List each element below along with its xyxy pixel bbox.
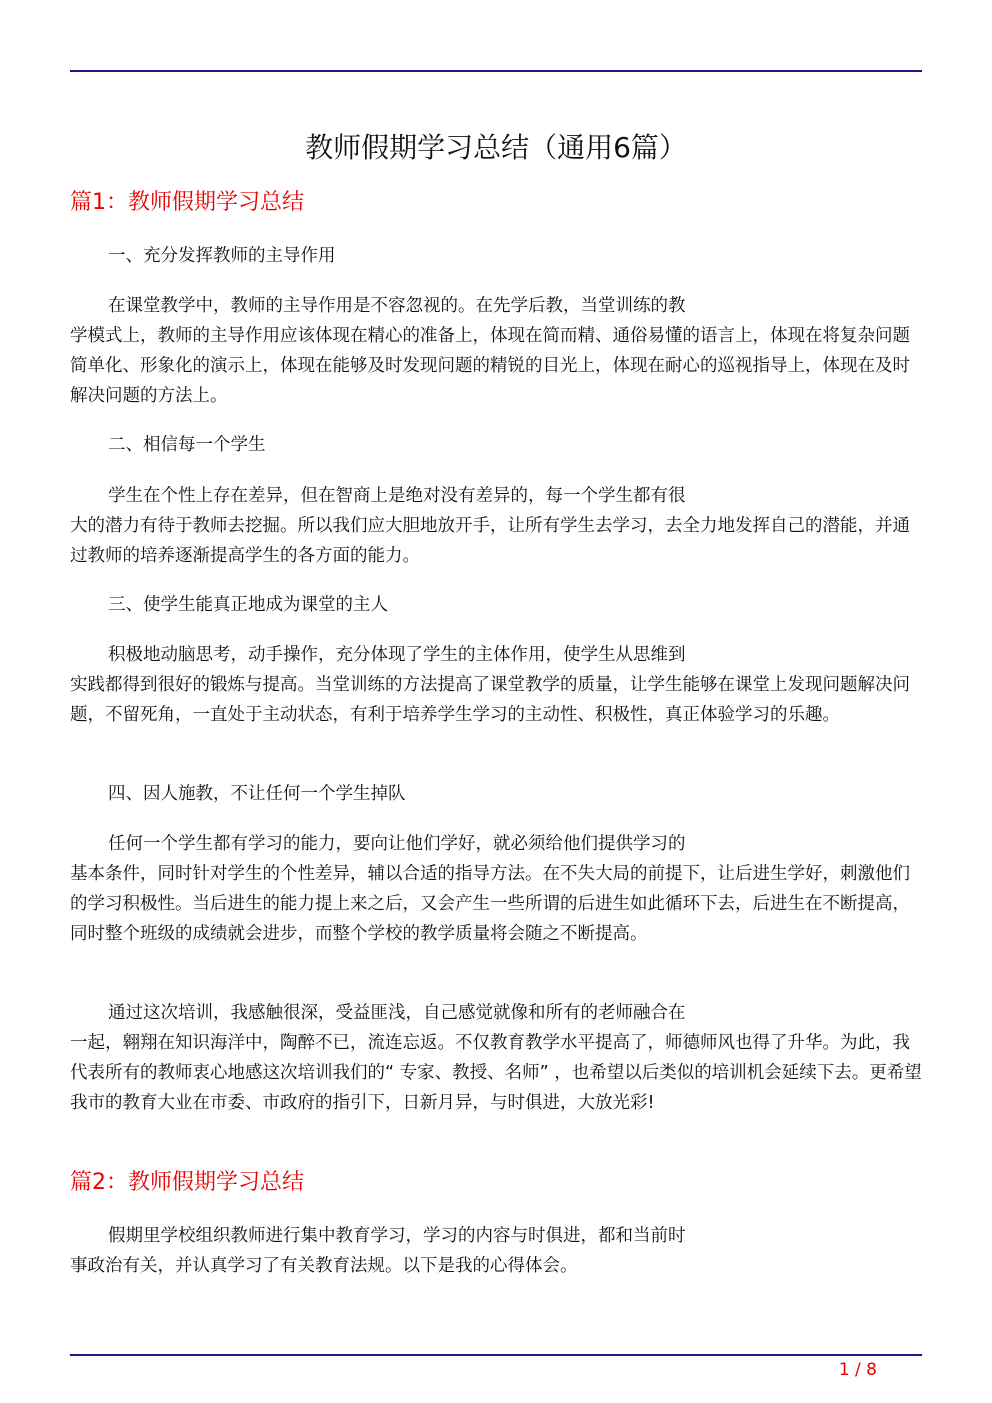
paragraph-first-line: 学生在个性上存在差异，但在智商上是绝对没有差异的，每一个学生都有很 (108, 486, 686, 506)
page-number: 1 / 8 (838, 1360, 877, 1380)
paragraph-3 (70, 640, 922, 730)
paragraph-first-line: 通过这次培训，我感触很深，受益匪浅，自己感觉就像和所有的老师融合在 (108, 1003, 686, 1023)
paragraph-5 (70, 998, 922, 1118)
section-heading-2: 篇2：教师假期学习总结 (70, 1170, 304, 1195)
paragraph-1 (70, 291, 922, 411)
paragraph-first-line: 积极地动脑思考，动手操作，充分体现了学生的主体作用，使学生从思维到 (108, 645, 686, 665)
section-heading-1: 篇1：教师假期学习总结 (70, 190, 304, 215)
paragraph-body: 一起，翱翔在知识海洋中，陶醉不已，流连忘返。不仅教育教学水平提高了，师德师风也得了升华。为此，我代表所有的教师衷心地感这次培训我们的“ 专家、教授、名师” ，也希望以后类似的培训机会延续下去。更希望我市的教育大业在市委、市政府的指引下，日新月异，与时俱进，大放光彩! (70, 1033, 922, 1113)
paragraph-2 (70, 481, 922, 571)
document-title: 教师假期学习总结（通用6篇） (305, 131, 687, 164)
subheading-1: 一、充分发挥教师的主导作用 (108, 246, 336, 266)
footer-rule (70, 1354, 922, 1356)
paragraph-first-line: 任何一个学生都有学习的能力，要向让他们学好，就必须给他们提供学习的 (108, 834, 686, 854)
paragraph-body: 实践都得到很好的锻炼与提高。当堂训练的方法提高了课堂教学的质量，让学生能够在课堂上发现问题解决问题，不留死角，一直处于主动状态，有利于培养学生学习的主动性、积极性，真正体验学习的乐趣。 (70, 675, 910, 725)
paragraph-6 (70, 1221, 922, 1281)
paragraph-4 (70, 829, 922, 949)
subheading-4: 四、因人施教，不让任何一个学生掉队 (108, 784, 406, 804)
subheading-3: 三、使学生能真正地成为课堂的主人 (108, 595, 388, 615)
paragraph-body: 基本条件，同时针对学生的个性差异，辅以合适的指导方法。在不失大局的前提下，让后进生学好，刺激他们的学习积极性。当后进生的能力提上来之后，又会产生一些所谓的后进生如此循环下去，后进生在不断提高，同时整个班级的成绩就会进步，而整个学校的教学质量将会随之不断提高。 (70, 864, 910, 944)
subheading-2: 二、相信每一个学生 (108, 435, 266, 455)
header-rule (70, 70, 922, 72)
paragraph-body: 事政治有关，并认真学习了有关教育法规。以下是我的心得体会。 (70, 1256, 578, 1276)
paragraph-first-line: 假期里学校组织教师进行集中教育学习，学习的内容与时俱进，都和当前时 (108, 1226, 686, 1246)
paragraph-first-line: 在课堂教学中，教师的主导作用是不容忽视的。在先学后教，当堂训练的教 (108, 296, 686, 316)
paragraph-body: 学模式上，教师的主导作用应该体现在精心的准备上，体现在简而精、通俗易懂的语言上，体现在将复杂问题简单化、形象化的演示上，体现在能够及时发现问题的精锐的目光上，体现在耐心的巡视指导上，体现在及时解决问题的方法上。 (70, 326, 910, 406)
paragraph-body: 大的潜力有待于教师去挖掘。所以我们应大胆地放开手，让所有学生去学习，去全力地发挥自己的潜能，并通过教师的培养逐渐提高学生的各方面的能力。 (70, 516, 910, 566)
